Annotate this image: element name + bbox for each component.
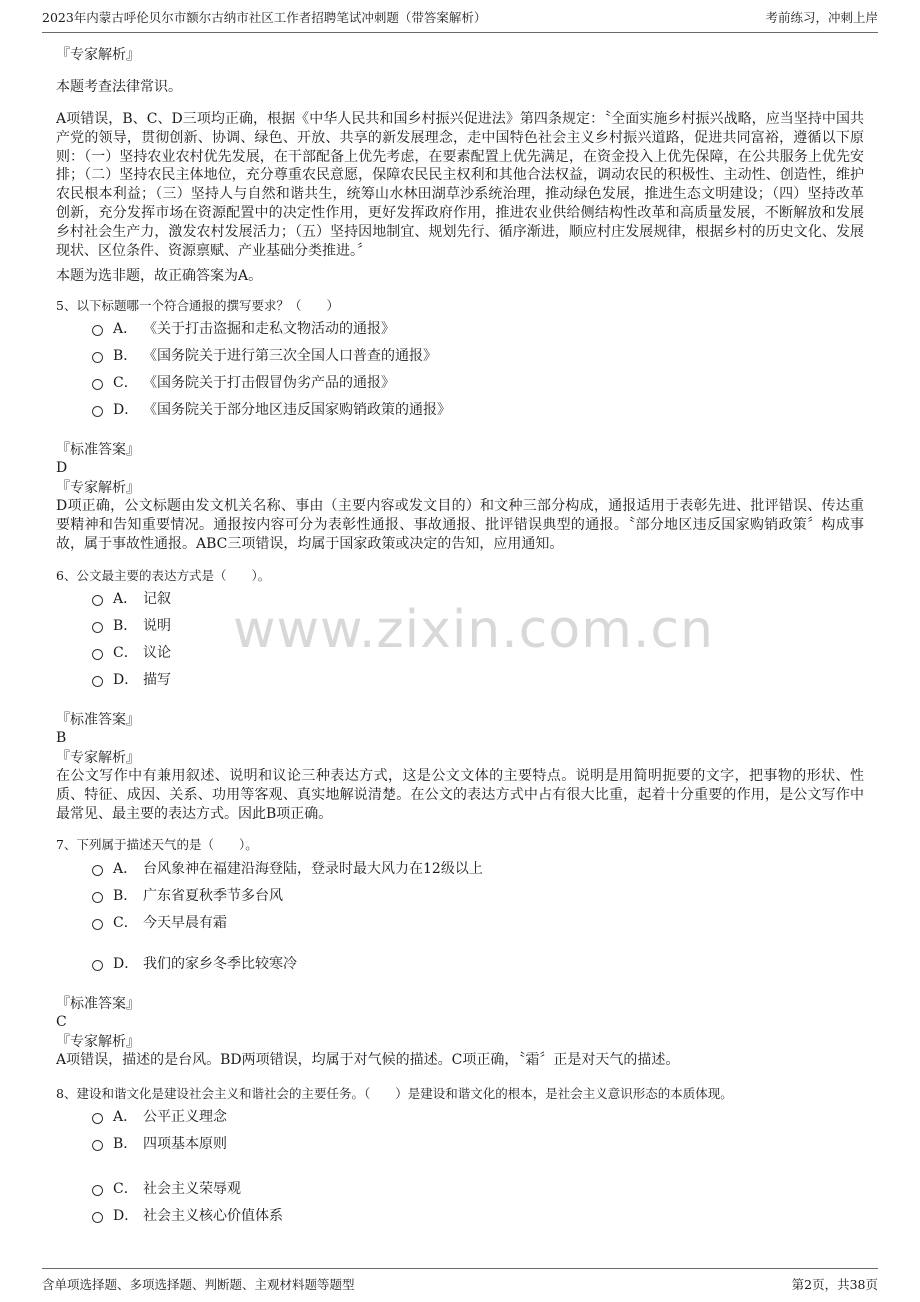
q5-analysis: D项正确，公文标题由发文机关名称、事由（主要内容或发文目的）和文种三部分构成，通报适用于表彰先进、批评错误、传达重要精神和告知重要情况。通报按内容可分为表彰性通报、事故通报、批评错误典型的通报。〝部分地区违反国家购销政策〞构成事故，属于事故性通报。ABC三项错误，均属于国家政策或决定的告知，应用通知。 [56,498,864,552]
q7-option-b[interactable]: B． 广东省夏秋季节多台风 [92,885,283,905]
q5-analysis-label: 『专家解析』 [56,480,140,496]
option-text: 《国务院关于打击假冒伪劣产品的通报》 [143,375,395,391]
q8-option-a[interactable]: A． 公平正义理念 [92,1106,227,1126]
q4-analysis-body: A项错误，B、C、D三项均正确，根据《中华人民共和国乡村振兴促进法》第四条规定：〝全面实施乡村振兴战略，应当坚持中国共产党的领导，贯彻创新、协调、绿色、开放、共享的新发展理念，走中国特色社会主义乡村振兴道路，促进共同富裕，遵循以下原则：（一）坚持农业农村优先发展，在干部配备上优先考虑，在要素配置上优先满足，在资金投入上优先保障，在公共服务上优先安排；（二）坚持农民主体地位，充分尊重农民意愿，保障农民民主权利和其他合法权益，调动农民的积极性、主动性、创造性，维护农民根本利益；（三）坚持人与自然和谐共生，统筹山水林田湖草沙系统治理，推动绿色发展，推进生态文明建设；（四）坚持改革创新，充分发挥市场在资源配置中的决定性作用，更好发挥政府作用，推进农业供给侧结构性改革和高质量发展，不断解放和发展乡村社会生产力，激发农村发展活力；（五）坚持因地制宜、规划先行、循序渐进，顺应村庄发展规律，根据乡村的历史文化、发展现状、区位条件、资源禀赋、产业基础分类推进。〞 [56,111,864,259]
radio-icon[interactable] [92,892,103,903]
option-text: 《国务院关于进行第三次全国人口普查的通报》 [143,348,437,364]
q8-option-d[interactable]: D． 社会主义核心价值体系 [92,1205,283,1225]
option-text: 《关于打击盗掘和走私文物活动的通报》 [143,321,395,337]
option-text: 描写 [143,672,171,688]
option-text: 《国务院关于部分地区违反国家购销政策的通报》 [143,402,451,418]
q6-option-c[interactable]: C． 议论 [92,642,171,662]
radio-icon[interactable] [92,919,103,930]
q7-answer: C [56,1014,67,1030]
q5-question: 5、以下标题哪一个符合通报的撰写要求？（ ） [56,298,339,313]
q8-question: 8、建设和谐文化是建设社会主义和谐社会的主要任务。（ ）是建设和谐文化的根本，是社会主义意识形态的本质体现。 [56,1086,733,1101]
q6-option-b[interactable]: B． 说明 [92,615,171,635]
q6-analysis-label: 『专家解析』 [56,750,140,766]
q4-analysis-label: 『专家解析』 [56,47,140,63]
q6-question: 6、公文最主要的表达方式是（ ）。 [56,568,271,583]
radio-icon[interactable] [92,960,103,971]
radio-icon[interactable] [92,1140,103,1151]
q5-option-d[interactable]: D． 《国务院关于部分地区违反国家购销政策的通报》 [92,399,451,419]
q7-option-c[interactable]: C． 今天早晨有霜 [92,912,227,932]
radio-icon[interactable] [92,865,103,876]
radio-icon[interactable] [92,379,103,390]
page-header [42,8,878,33]
q5-answer-label: 『标准答案』 [56,442,140,458]
option-text: 四项基本原则 [143,1136,227,1152]
option-text: 我们的家乡冬季比较寒冷 [143,956,297,972]
question-types-note: 含单项选择题、多项选择题、判断题、主观材料题等题型 [42,1277,355,1292]
radio-icon[interactable] [92,325,103,336]
radio-icon[interactable] [92,676,103,687]
q7-option-d[interactable]: D． 我们的家乡冬季比较寒冷 [92,953,297,973]
option-text: 广东省夏秋季节多台风 [143,888,283,904]
watermark: www.zixin.com.cn [233,600,714,660]
radio-icon[interactable] [92,352,103,363]
option-text: 社会主义荣辱观 [143,1181,241,1197]
radio-icon[interactable] [92,649,103,660]
page-number: 第2页，共38页 [791,1277,878,1292]
document-title: 2023年内蒙古呼伦贝尔市额尔古纳市社区工作者招聘笔试冲刺题（带答案解析） [42,10,487,25]
radio-icon[interactable] [92,1185,103,1196]
radio-icon[interactable] [92,595,103,606]
radio-icon[interactable] [92,1212,103,1223]
q7-analysis: A项错误，描述的是台风。BD两项错误，均属于对气候的描述。C项正确，〝霜〞正是对天气的描述。 [56,1052,680,1068]
q7-answer-label: 『标准答案』 [56,996,140,1012]
q5-option-c[interactable]: C． 《国务院关于打击假冒伪劣产品的通报》 [92,372,395,392]
q8-option-b[interactable]: B． 四项基本原则 [92,1133,227,1153]
option-text: 台风象神在福建沿海登陆，登录时最大风力在12级以上 [143,861,483,877]
q6-option-d[interactable]: D． 描写 [92,669,171,689]
q6-answer-label: 『标准答案』 [56,712,140,728]
option-text: 公平正义理念 [143,1109,227,1125]
q8-option-c[interactable]: C． 社会主义荣辱观 [92,1178,241,1198]
option-text: 社会主义核心价值体系 [143,1208,283,1224]
q6-analysis: 在公文写作中有兼用叙述、说明和议论三种表达方式，这是公文文体的主要特点。说明是用简明扼要的文字，把事物的形状、性质、特征、成因、关系、功用等客观、真实地解说清楚。在公文的表达方式中占有很大比重，起着十分重要的作用，是公文写作中最常见、最主要的表达方式。因此B项正确。 [56,768,864,822]
q5-option-a[interactable]: A． 《关于打击盗掘和走私文物活动的通报》 [92,318,395,338]
radio-icon[interactable] [92,406,103,417]
q6-option-a[interactable]: A． 记叙 [92,588,171,608]
option-text: 记叙 [143,591,171,607]
header-slogan: 考前练习，冲刺上岸 [765,10,878,25]
radio-icon[interactable] [92,622,103,633]
option-text: 议论 [143,645,171,661]
radio-icon[interactable] [92,1113,103,1124]
q7-analysis-label: 『专家解析』 [56,1034,140,1050]
q5-option-b[interactable]: B． 《国务院关于进行第三次全国人口普查的通报》 [92,345,437,365]
q4-analysis-conclusion: 本题为选非题，故正确答案为A。 [56,268,263,284]
q7-question: 7、下列属于描述天气的是（ ）。 [56,837,258,852]
page-footer [42,1268,878,1293]
option-text: 今天早晨有霜 [143,915,227,931]
q5-answer: D [56,460,68,476]
option-text: 说明 [143,618,171,634]
q4-analysis-intro: 本题考查法律常识。 [56,79,182,95]
q6-answer: B [56,730,67,746]
q7-option-a[interactable]: A． 台风象神在福建沿海登陆，登录时最大风力在12级以上 [92,858,483,878]
